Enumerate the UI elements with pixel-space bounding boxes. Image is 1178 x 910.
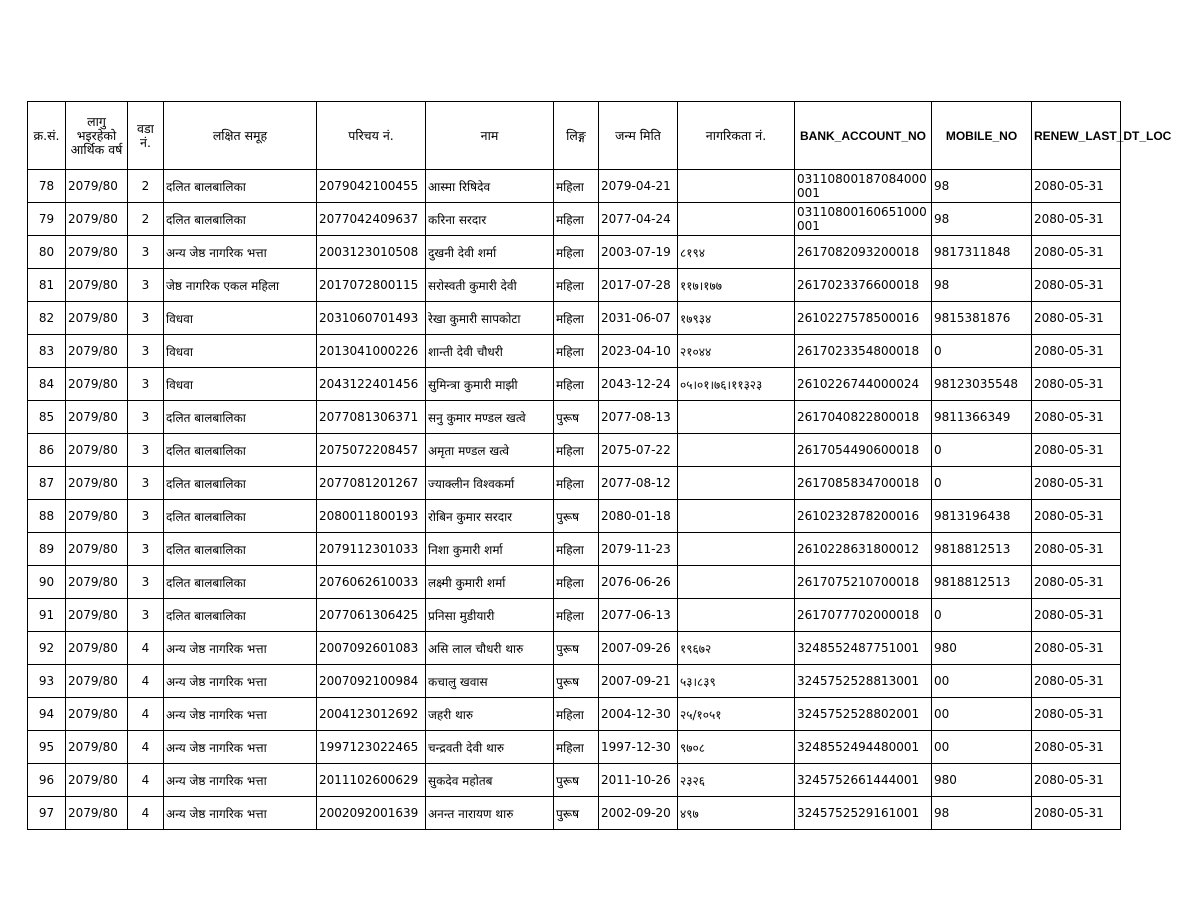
cell-gender: महिला (554, 599, 599, 632)
cell-name: लक्ष्मी कुमारी शर्मा (426, 566, 554, 599)
cell-renew: 2080-05-31 (1032, 170, 1121, 203)
cell-citizenship (678, 599, 795, 632)
table-row (28, 731, 1121, 764)
cell-mobile: 98 (932, 797, 1032, 830)
cell-mobile: 9817311848 (932, 236, 1032, 269)
cell-id-no: 2013041000226 (317, 335, 426, 368)
cell-ward: 4 (128, 764, 164, 797)
cell-dob: 2031-06-07 (599, 302, 678, 335)
cell-fiscal-year: 2079/80 (66, 170, 128, 203)
cell-gender: महिला (554, 335, 599, 368)
cell-target-group: दलित बालबालिका (164, 599, 317, 632)
cell-citizenship (678, 434, 795, 467)
cell-id-no: 1997123022465 (317, 731, 426, 764)
cell-target-group: अन्य जेष्ठ नागरिक भत्ता (164, 797, 317, 830)
beneficiary-table (27, 101, 1172, 830)
table-row (28, 764, 1121, 797)
cell-name: करिना सरदार (426, 203, 554, 236)
cell-target-group: अन्य जेष्ठ नागरिक भत्ता (164, 632, 317, 665)
cell-dob: 2003-07-19 (599, 236, 678, 269)
cell-id-no: 2077081306371 (317, 401, 426, 434)
cell-id-no: 2031060701493 (317, 302, 426, 335)
cell-mobile: 98 (932, 203, 1032, 236)
cell-bank-account: 2617023376600018 (795, 269, 932, 302)
cell-renew: 2080-05-31 (1032, 500, 1121, 533)
cell-ward: 3 (128, 302, 164, 335)
cell-bank-account: 2617077702000018 (795, 599, 932, 632)
cell-name: चन्द्रवती देवी थारु (426, 731, 554, 764)
cell-target-group: विधवा (164, 335, 317, 368)
cell-gender: पुरूष (554, 500, 599, 533)
cell-target-group: दलित बालबालिका (164, 533, 317, 566)
cell-dob: 2080-01-18 (599, 500, 678, 533)
cell-fiscal-year: 2079/80 (66, 797, 128, 830)
cell-gender: पुरूष (554, 632, 599, 665)
cell-renew: 2080-05-31 (1032, 797, 1121, 830)
header-row (28, 102, 1121, 170)
cell-sn: 86 (28, 434, 66, 467)
cell-target-group: अन्य जेष्ठ नागरिक भत्ता (164, 731, 317, 764)
cell-sn: 97 (28, 797, 66, 830)
table-row (28, 335, 1121, 368)
cell-citizenship (678, 170, 795, 203)
cell-citizenship: ०५।०१।७६।११३२३ (678, 368, 795, 401)
cell-ward: 3 (128, 236, 164, 269)
header-renew: RENEW_LAST_DT_LOC (1032, 102, 1121, 170)
cell-dob: 2077-08-13 (599, 401, 678, 434)
cell-sn: 93 (28, 665, 66, 698)
cell-gender: महिला (554, 434, 599, 467)
cell-citizenship: ४९७ (678, 797, 795, 830)
cell-bank-account: 2610228631800012 (795, 533, 932, 566)
cell-ward: 4 (128, 797, 164, 830)
cell-sn: 85 (28, 401, 66, 434)
cell-mobile: 980 (932, 632, 1032, 665)
table-row (28, 632, 1121, 665)
cell-sn: 88 (28, 500, 66, 533)
cell-name: कचालु खवास (426, 665, 554, 698)
cell-id-no: 2011102600629 (317, 764, 426, 797)
table-row (28, 698, 1121, 731)
header-target-group: लक्षित समूह (164, 102, 317, 170)
cell-renew: 2080-05-31 (1032, 335, 1121, 368)
table-row (28, 566, 1121, 599)
cell-gender: महिला (554, 269, 599, 302)
cell-bank-account: 3245752528813001 (795, 665, 932, 698)
cell-sn: 89 (28, 533, 66, 566)
cell-gender: पुरूष (554, 797, 599, 830)
cell-target-group: अन्य जेष्ठ नागरिक भत्ता (164, 236, 317, 269)
cell-mobile: 980 (932, 764, 1032, 797)
header-id-no: परिचय नं. (317, 102, 426, 170)
cell-id-no: 2079042100455 (317, 170, 426, 203)
cell-fiscal-year: 2079/80 (66, 698, 128, 731)
cell-target-group: दलित बालबालिका (164, 500, 317, 533)
cell-ward: 4 (128, 698, 164, 731)
cell-gender: महिला (554, 731, 599, 764)
cell-target-group: अन्य जेष्ठ नागरिक भत्ता (164, 665, 317, 698)
cell-ward: 4 (128, 632, 164, 665)
cell-citizenship: ९७०८ (678, 731, 795, 764)
cell-id-no: 2079112301033 (317, 533, 426, 566)
cell-id-no: 2007092100984 (317, 665, 426, 698)
cell-fiscal-year: 2079/80 (66, 566, 128, 599)
cell-mobile: 9818812513 (932, 566, 1032, 599)
header-mobile: MOBILE_NO (932, 102, 1032, 170)
cell-gender: महिला (554, 203, 599, 236)
cell-dob: 2043-12-24 (599, 368, 678, 401)
cell-name: निशा कुमारी शर्मा (426, 533, 554, 566)
cell-citizenship (678, 533, 795, 566)
table-row (28, 368, 1121, 401)
cell-id-no: 2002092001639 (317, 797, 426, 830)
cell-sn: 84 (28, 368, 66, 401)
cell-id-no: 2043122401456 (317, 368, 426, 401)
cell-gender: महिला (554, 533, 599, 566)
cell-id-no: 2075072208457 (317, 434, 426, 467)
cell-target-group: दलित बालबालिका (164, 467, 317, 500)
cell-fiscal-year: 2079/80 (66, 632, 128, 665)
cell-dob: 2077-06-13 (599, 599, 678, 632)
cell-target-group: दलित बालबालिका (164, 203, 317, 236)
cell-target-group: विधवा (164, 302, 317, 335)
cell-id-no: 2077061306425 (317, 599, 426, 632)
cell-id-no: 2017072800115 (317, 269, 426, 302)
table-body (28, 170, 1121, 830)
cell-mobile: 0 (932, 335, 1032, 368)
cell-target-group: दलित बालबालिका (164, 170, 317, 203)
cell-dob: 2023-04-10 (599, 335, 678, 368)
cell-gender: पुरूष (554, 665, 599, 698)
table-row (28, 467, 1121, 500)
cell-dob: 2079-04-21 (599, 170, 678, 203)
cell-renew: 2080-05-31 (1032, 566, 1121, 599)
cell-target-group: अन्य जेष्ठ नागरिक भत्ता (164, 698, 317, 731)
cell-dob: 2076-06-26 (599, 566, 678, 599)
cell-ward: 3 (128, 467, 164, 500)
cell-sn: 92 (28, 632, 66, 665)
cell-name: अमृता मण्डल खत्वे (426, 434, 554, 467)
table-row (28, 533, 1121, 566)
cell-bank-account: 03110800187084000001 (795, 170, 932, 203)
cell-ward: 3 (128, 500, 164, 533)
table-header (28, 102, 1172, 170)
cell-ward: 3 (128, 533, 164, 566)
cell-ward: 3 (128, 368, 164, 401)
cell-renew: 2080-05-31 (1032, 533, 1121, 566)
cell-sn: 91 (28, 599, 66, 632)
cell-fiscal-year: 2079/80 (66, 302, 128, 335)
cell-fiscal-year: 2079/80 (66, 434, 128, 467)
cell-fiscal-year: 2079/80 (66, 731, 128, 764)
cell-mobile: 9818812513 (932, 533, 1032, 566)
cell-gender: महिला (554, 302, 599, 335)
cell-dob: 2004-12-30 (599, 698, 678, 731)
cell-dob: 2002-09-20 (599, 797, 678, 830)
cell-name: रोबिन कुमार सरदार (426, 500, 554, 533)
cell-fiscal-year: 2079/80 (66, 764, 128, 797)
cell-sn: 83 (28, 335, 66, 368)
table-row (28, 302, 1121, 335)
cell-mobile: 9815381876 (932, 302, 1032, 335)
cell-sn: 87 (28, 467, 66, 500)
cell-id-no: 2007092601083 (317, 632, 426, 665)
table-row (28, 797, 1121, 830)
header-ward: वडा नं. (128, 102, 164, 170)
table-row (28, 269, 1121, 302)
cell-gender: महिला (554, 170, 599, 203)
table-row (28, 434, 1121, 467)
header-gender: लिङ्ग (554, 102, 599, 170)
cell-mobile: 0 (932, 599, 1032, 632)
cell-fiscal-year: 2079/80 (66, 236, 128, 269)
cell-dob: 2077-04-24 (599, 203, 678, 236)
header-citizenship: नागरिकता नं. (678, 102, 795, 170)
header-bank-account: BANK_ACCOUNT_NO (795, 102, 932, 170)
cell-citizenship: ५३।८३९ (678, 665, 795, 698)
header-fiscal-year: लागु भइरहेको आर्थिक वर्ष (66, 102, 128, 170)
cell-id-no: 2003123010508 (317, 236, 426, 269)
cell-renew: 2080-05-31 (1032, 698, 1121, 731)
cell-mobile: 00 (932, 665, 1032, 698)
cell-ward: 3 (128, 335, 164, 368)
cell-citizenship (678, 500, 795, 533)
cell-fiscal-year: 2079/80 (66, 665, 128, 698)
cell-dob: 2007-09-21 (599, 665, 678, 698)
cell-fiscal-year: 2079/80 (66, 401, 128, 434)
cell-citizenship: २३२६ (678, 764, 795, 797)
cell-citizenship: १९६७२ (678, 632, 795, 665)
cell-bank-account: 2617082093200018 (795, 236, 932, 269)
cell-ward: 4 (128, 665, 164, 698)
cell-id-no: 2077081201267 (317, 467, 426, 500)
cell-sn: 94 (28, 698, 66, 731)
cell-id-no: 2077042409637 (317, 203, 426, 236)
cell-renew: 2080-05-31 (1032, 632, 1121, 665)
cell-renew: 2080-05-31 (1032, 401, 1121, 434)
cell-fiscal-year: 2079/80 (66, 500, 128, 533)
cell-target-group: दलित बालबालिका (164, 401, 317, 434)
table-row (28, 203, 1121, 236)
cell-fiscal-year: 2079/80 (66, 203, 128, 236)
cell-sn: 80 (28, 236, 66, 269)
cell-sn: 78 (28, 170, 66, 203)
table-row (28, 500, 1121, 533)
cell-sn: 95 (28, 731, 66, 764)
cell-name: अनन्त नारायण थारु (426, 797, 554, 830)
cell-name: जहरी थारु (426, 698, 554, 731)
cell-target-group: जेष्ठ नागरिक एकल महिला (164, 269, 317, 302)
cell-mobile: 0 (932, 467, 1032, 500)
cell-dob: 2007-09-26 (599, 632, 678, 665)
cell-id-no: 2080011800193 (317, 500, 426, 533)
cell-name: रेखा कुमारी सापकोटा (426, 302, 554, 335)
cell-renew: 2080-05-31 (1032, 731, 1121, 764)
cell-citizenship: २५/१०५१ (678, 698, 795, 731)
cell-citizenship (678, 467, 795, 500)
header-dob: जन्म मिति (599, 102, 678, 170)
cell-name: सनु कुमार मण्डल खत्वे (426, 401, 554, 434)
cell-renew: 2080-05-31 (1032, 599, 1121, 632)
cell-bank-account: 3248552487751001 (795, 632, 932, 665)
cell-gender: पुरूष (554, 401, 599, 434)
cell-id-no: 2004123012692 (317, 698, 426, 731)
cell-renew: 2080-05-31 (1032, 434, 1121, 467)
cell-target-group: विधवा (164, 368, 317, 401)
cell-bank-account: 3248552494480001 (795, 731, 932, 764)
cell-citizenship: ८१९४ (678, 236, 795, 269)
cell-name: सरोस्वती कुमारी देवी (426, 269, 554, 302)
cell-mobile: 9813196438 (932, 500, 1032, 533)
cell-bank-account: 3245752528802001 (795, 698, 932, 731)
cell-bank-account: 3245752661444001 (795, 764, 932, 797)
cell-mobile: 00 (932, 731, 1032, 764)
cell-fiscal-year: 2079/80 (66, 368, 128, 401)
cell-dob: 2075-07-22 (599, 434, 678, 467)
cell-name: ज्याक्लीन विश्वकर्मा (426, 467, 554, 500)
cell-gender: महिला (554, 698, 599, 731)
cell-renew: 2080-05-31 (1032, 467, 1121, 500)
cell-bank-account: 2617054490600018 (795, 434, 932, 467)
cell-gender: महिला (554, 236, 599, 269)
cell-gender: महिला (554, 566, 599, 599)
cell-sn: 79 (28, 203, 66, 236)
cell-mobile: 9811366349 (932, 401, 1032, 434)
table-row (28, 170, 1121, 203)
cell-id-no: 2076062610033 (317, 566, 426, 599)
cell-target-group: अन्य जेष्ठ नागरिक भत्ता (164, 764, 317, 797)
cell-fiscal-year: 2079/80 (66, 467, 128, 500)
cell-gender: पुरूष (554, 764, 599, 797)
cell-gender: महिला (554, 368, 599, 401)
cell-renew: 2080-05-31 (1032, 269, 1121, 302)
cell-renew: 2080-05-31 (1032, 368, 1121, 401)
cell-sn: 90 (28, 566, 66, 599)
cell-citizenship: १७९३४ (678, 302, 795, 335)
cell-ward: 2 (128, 203, 164, 236)
cell-sn: 82 (28, 302, 66, 335)
cell-bank-account: 03110800160651000001 (795, 203, 932, 236)
header-sn: क्र.सं. (28, 102, 66, 170)
cell-name: दुखनी देवी शर्मा (426, 236, 554, 269)
cell-gender: महिला (554, 467, 599, 500)
cell-mobile: 00 (932, 698, 1032, 731)
header-name: नाम (426, 102, 554, 170)
cell-renew: 2080-05-31 (1032, 665, 1121, 698)
cell-name: आस्मा रिषिदेव (426, 170, 554, 203)
table-row (28, 401, 1121, 434)
cell-bank-account: 2617075210700018 (795, 566, 932, 599)
cell-dob: 1997-12-30 (599, 731, 678, 764)
cell-bank-account: 2617023354800018 (795, 335, 932, 368)
cell-ward: 4 (128, 731, 164, 764)
cell-bank-account: 2617040822800018 (795, 401, 932, 434)
cell-ward: 3 (128, 599, 164, 632)
cell-citizenship (678, 566, 795, 599)
cell-renew: 2080-05-31 (1032, 764, 1121, 797)
cell-bank-account: 3245752529161001 (795, 797, 932, 830)
cell-ward: 3 (128, 401, 164, 434)
cell-fiscal-year: 2079/80 (66, 269, 128, 302)
table-row (28, 236, 1121, 269)
cell-target-group: दलित बालबालिका (164, 566, 317, 599)
cell-dob: 2077-08-12 (599, 467, 678, 500)
cell-ward: 2 (128, 170, 164, 203)
cell-bank-account: 2610226744000024 (795, 368, 932, 401)
cell-sn: 81 (28, 269, 66, 302)
cell-bank-account: 2617085834700018 (795, 467, 932, 500)
cell-renew: 2080-05-31 (1032, 203, 1121, 236)
cell-mobile: 98 (932, 269, 1032, 302)
cell-fiscal-year: 2079/80 (66, 599, 128, 632)
cell-bank-account: 2610227578500016 (795, 302, 932, 335)
cell-renew: 2080-05-31 (1032, 302, 1121, 335)
cell-name: असि लाल चौधरी थारु (426, 632, 554, 665)
cell-citizenship: २१०४४ (678, 335, 795, 368)
cell-ward: 3 (128, 269, 164, 302)
cell-mobile: 98 (932, 170, 1032, 203)
cell-mobile: 98123035548 (932, 368, 1032, 401)
table-row (28, 599, 1121, 632)
cell-dob: 2011-10-26 (599, 764, 678, 797)
cell-citizenship (678, 401, 795, 434)
cell-name: सुमिन्त्रा कुमारी माझी (426, 368, 554, 401)
table-row (28, 665, 1121, 698)
cell-citizenship: ११७।१७७ (678, 269, 795, 302)
cell-renew: 2080-05-31 (1032, 236, 1121, 269)
cell-name: शान्ती देवी चौधरी (426, 335, 554, 368)
cell-ward: 3 (128, 566, 164, 599)
cell-ward: 3 (128, 434, 164, 467)
cell-fiscal-year: 2079/80 (66, 335, 128, 368)
cell-name: प्रनिसा मुडीयारी (426, 599, 554, 632)
cell-fiscal-year: 2079/80 (66, 533, 128, 566)
cell-dob: 2017-07-28 (599, 269, 678, 302)
cell-mobile: 0 (932, 434, 1032, 467)
cell-bank-account: 2610232878200016 (795, 500, 932, 533)
cell-target-group: दलित बालबालिका (164, 434, 317, 467)
cell-sn: 96 (28, 764, 66, 797)
cell-name: सुकदेव महोतब (426, 764, 554, 797)
cell-citizenship (678, 203, 795, 236)
cell-dob: 2079-11-23 (599, 533, 678, 566)
